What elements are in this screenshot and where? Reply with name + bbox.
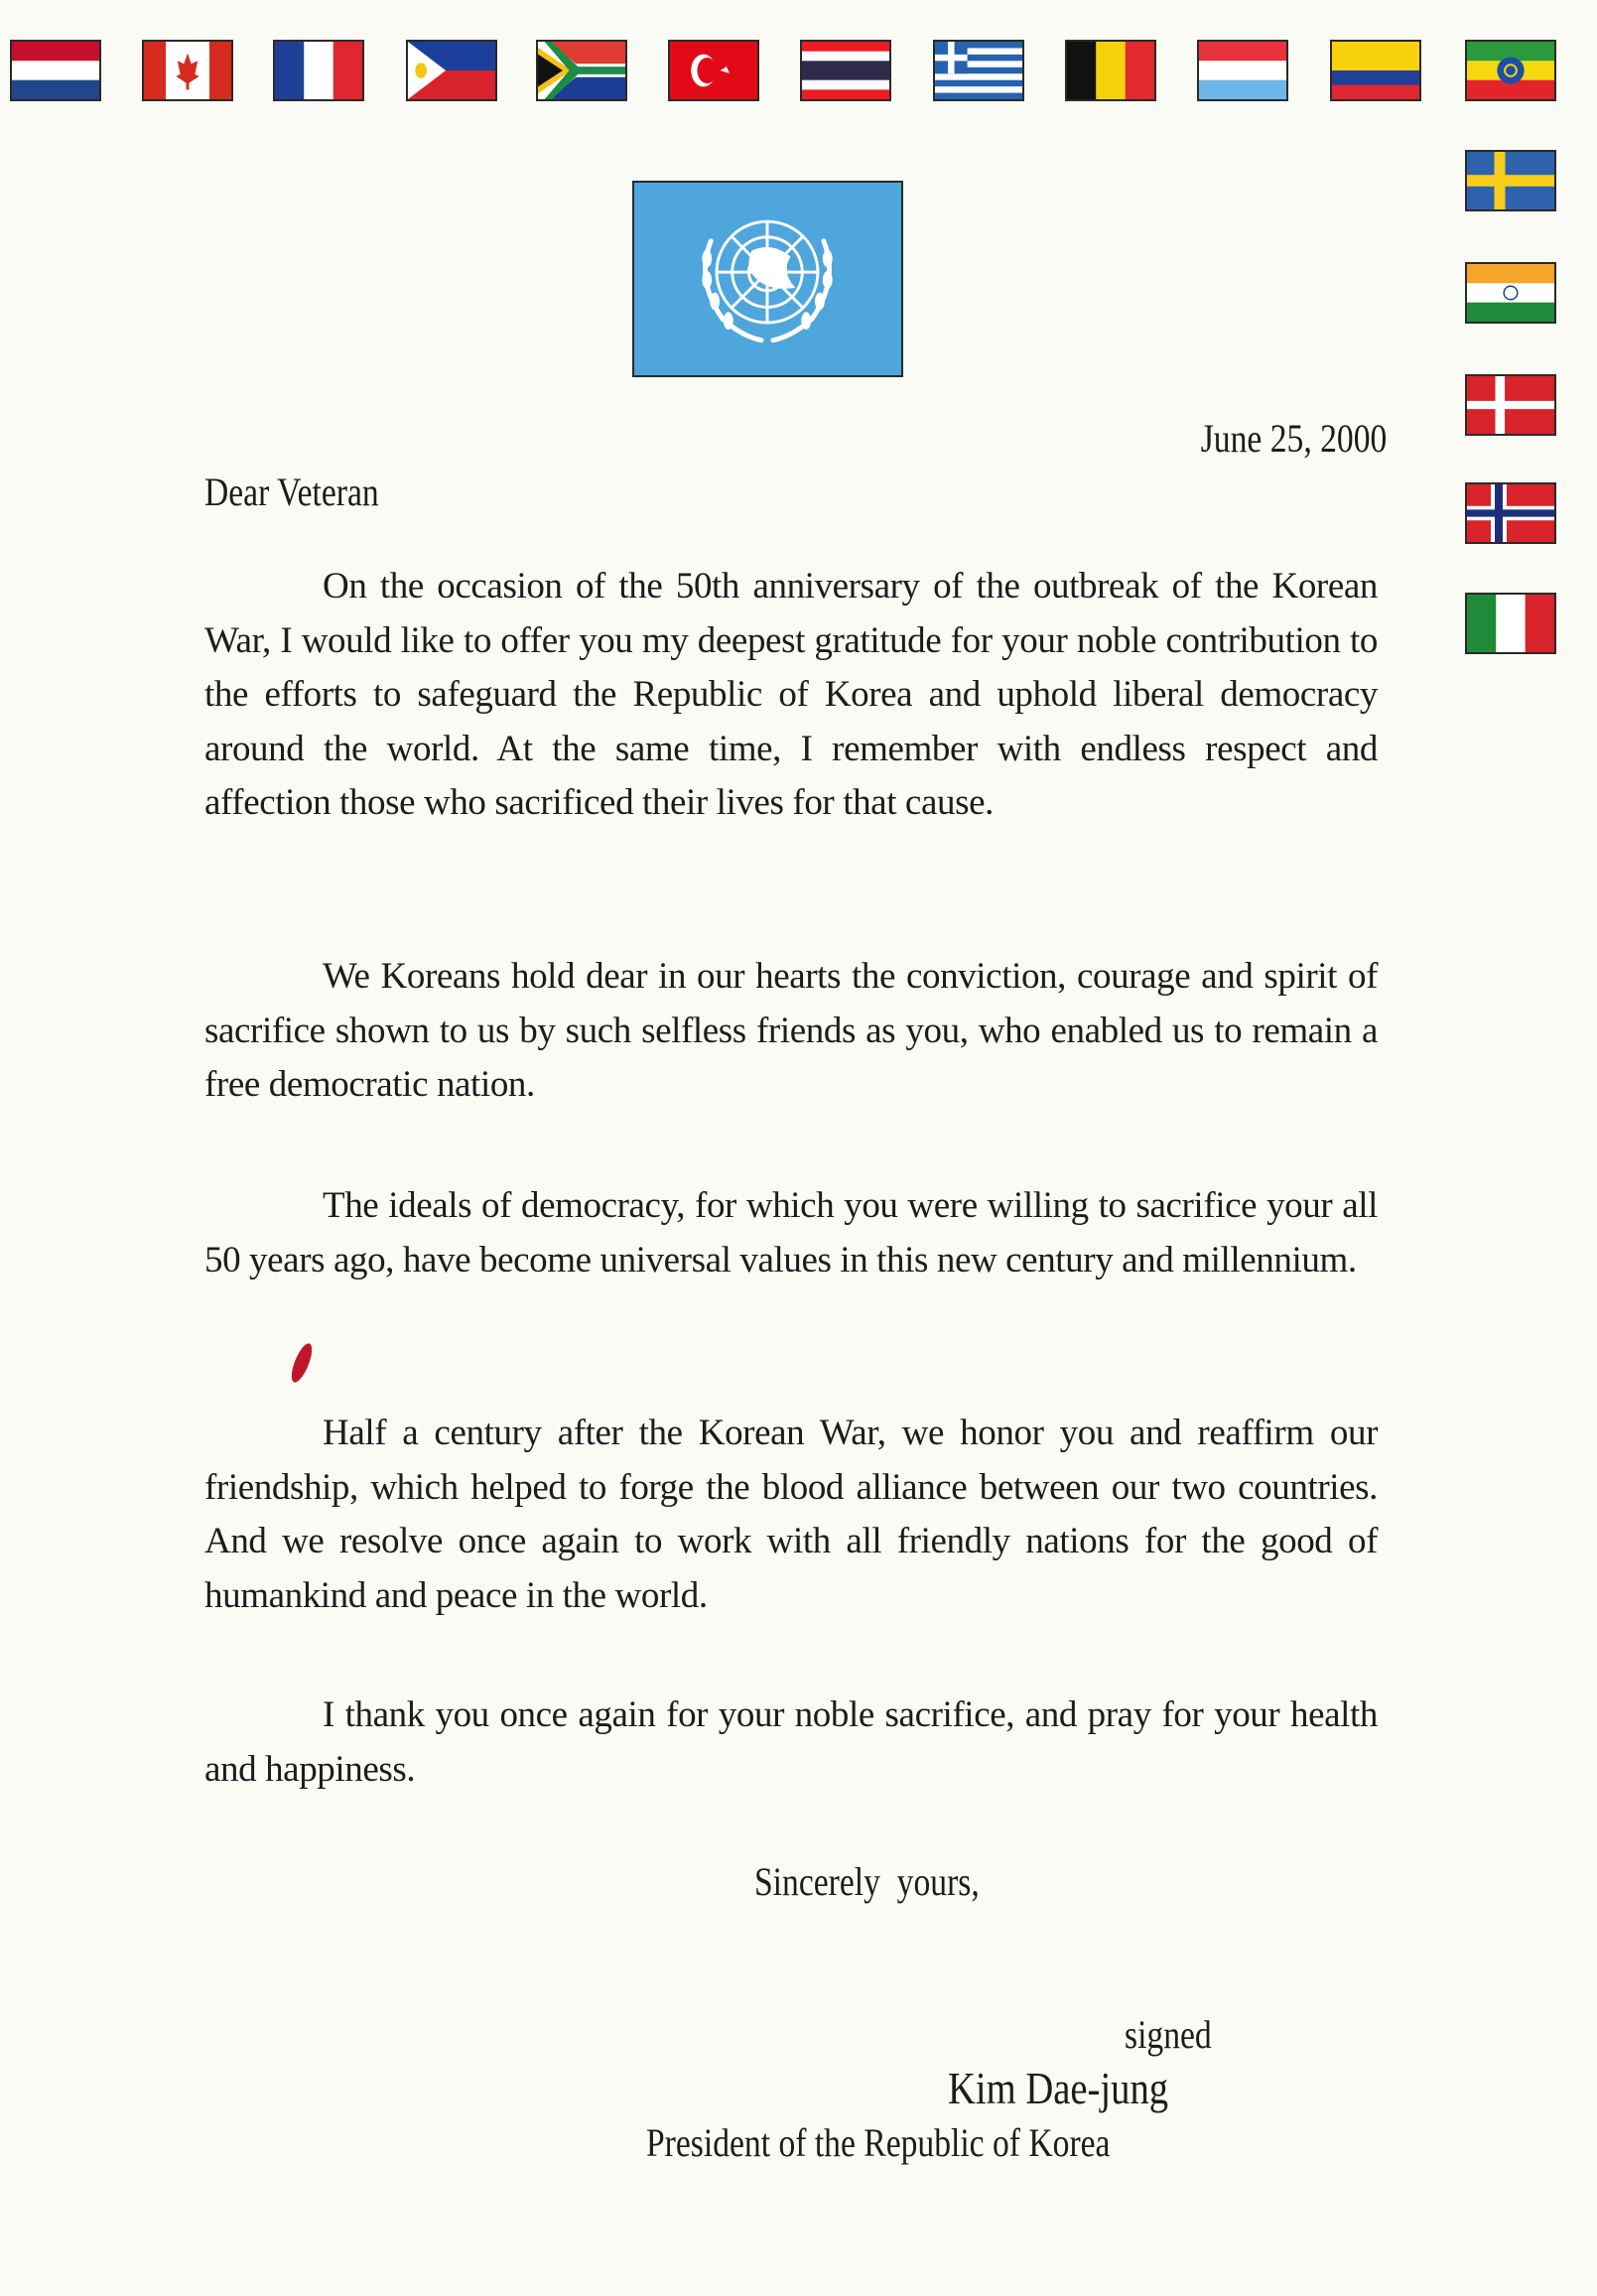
south-africa-flag [536, 40, 627, 101]
red-pen-mark [288, 1341, 317, 1385]
greece-flag [933, 40, 1024, 101]
canada-flag [142, 40, 233, 101]
letter-paragraph-3: The ideals of democracy, for which you were willing to sacrifice your all 50 years ago, have become universal values in this new century and millennium. [204, 1185, 1378, 1281]
letter-date: June 25, 2000 [1200, 416, 1388, 461]
india-flag [1465, 262, 1556, 324]
letter-paragraph-4: Half a century after the Korean War, we honor you and reaffirm our friendship, which helped to forge the blood alliance between our two countries. And we resolve once again to work with all friendly nations for the good of humankind and peace in the world. [204, 1413, 1378, 1616]
belgium-flag [1065, 40, 1156, 101]
sweden-flag [1465, 150, 1556, 211]
france-flag [273, 40, 364, 101]
turkey-flag [668, 40, 759, 101]
letter-paragraph-5: I thank you once again for your noble sacrifice, and pray for your health and happiness. [204, 1694, 1378, 1790]
norway-flag [1465, 482, 1556, 544]
italy-flag [1465, 593, 1556, 654]
signed-note: signed [1125, 2012, 1212, 2057]
united-nations-flag [632, 181, 903, 377]
denmark-flag [1465, 374, 1556, 436]
colombia-flag [1330, 40, 1421, 101]
netherlands-flag [10, 40, 101, 101]
letter-paragraph-2: We Koreans hold dear in our hearts the conviction, courage and spirit of sacrifice shown to us by such selfless friends as you, who enabled us to remain a free democratic nation. [204, 956, 1378, 1105]
ethiopia-flag [1465, 40, 1556, 101]
letter-salutation: Dear Veteran [204, 470, 379, 514]
letter-paragraph-1: On the occasion of the 50th anniversary of the outbreak of the Korean War, I would like to offer you my deepest gratitude for your noble contribution to the efforts to safeguard the Republic of Korea and uphold liberal democracy around the world. At the same time, I remember with endless respect and affection those who sacrificed their lives for that cause. [204, 566, 1378, 823]
signatory-title: President of the Republic of Korea [646, 2120, 1111, 2165]
letter-closing: Sincerely yours, [754, 1859, 980, 1904]
philippines-flag [406, 40, 497, 101]
signatory-name: Kim Dae-jung [948, 2063, 1169, 2113]
luxembourg-flag [1197, 40, 1288, 101]
thailand-flag [800, 40, 891, 101]
